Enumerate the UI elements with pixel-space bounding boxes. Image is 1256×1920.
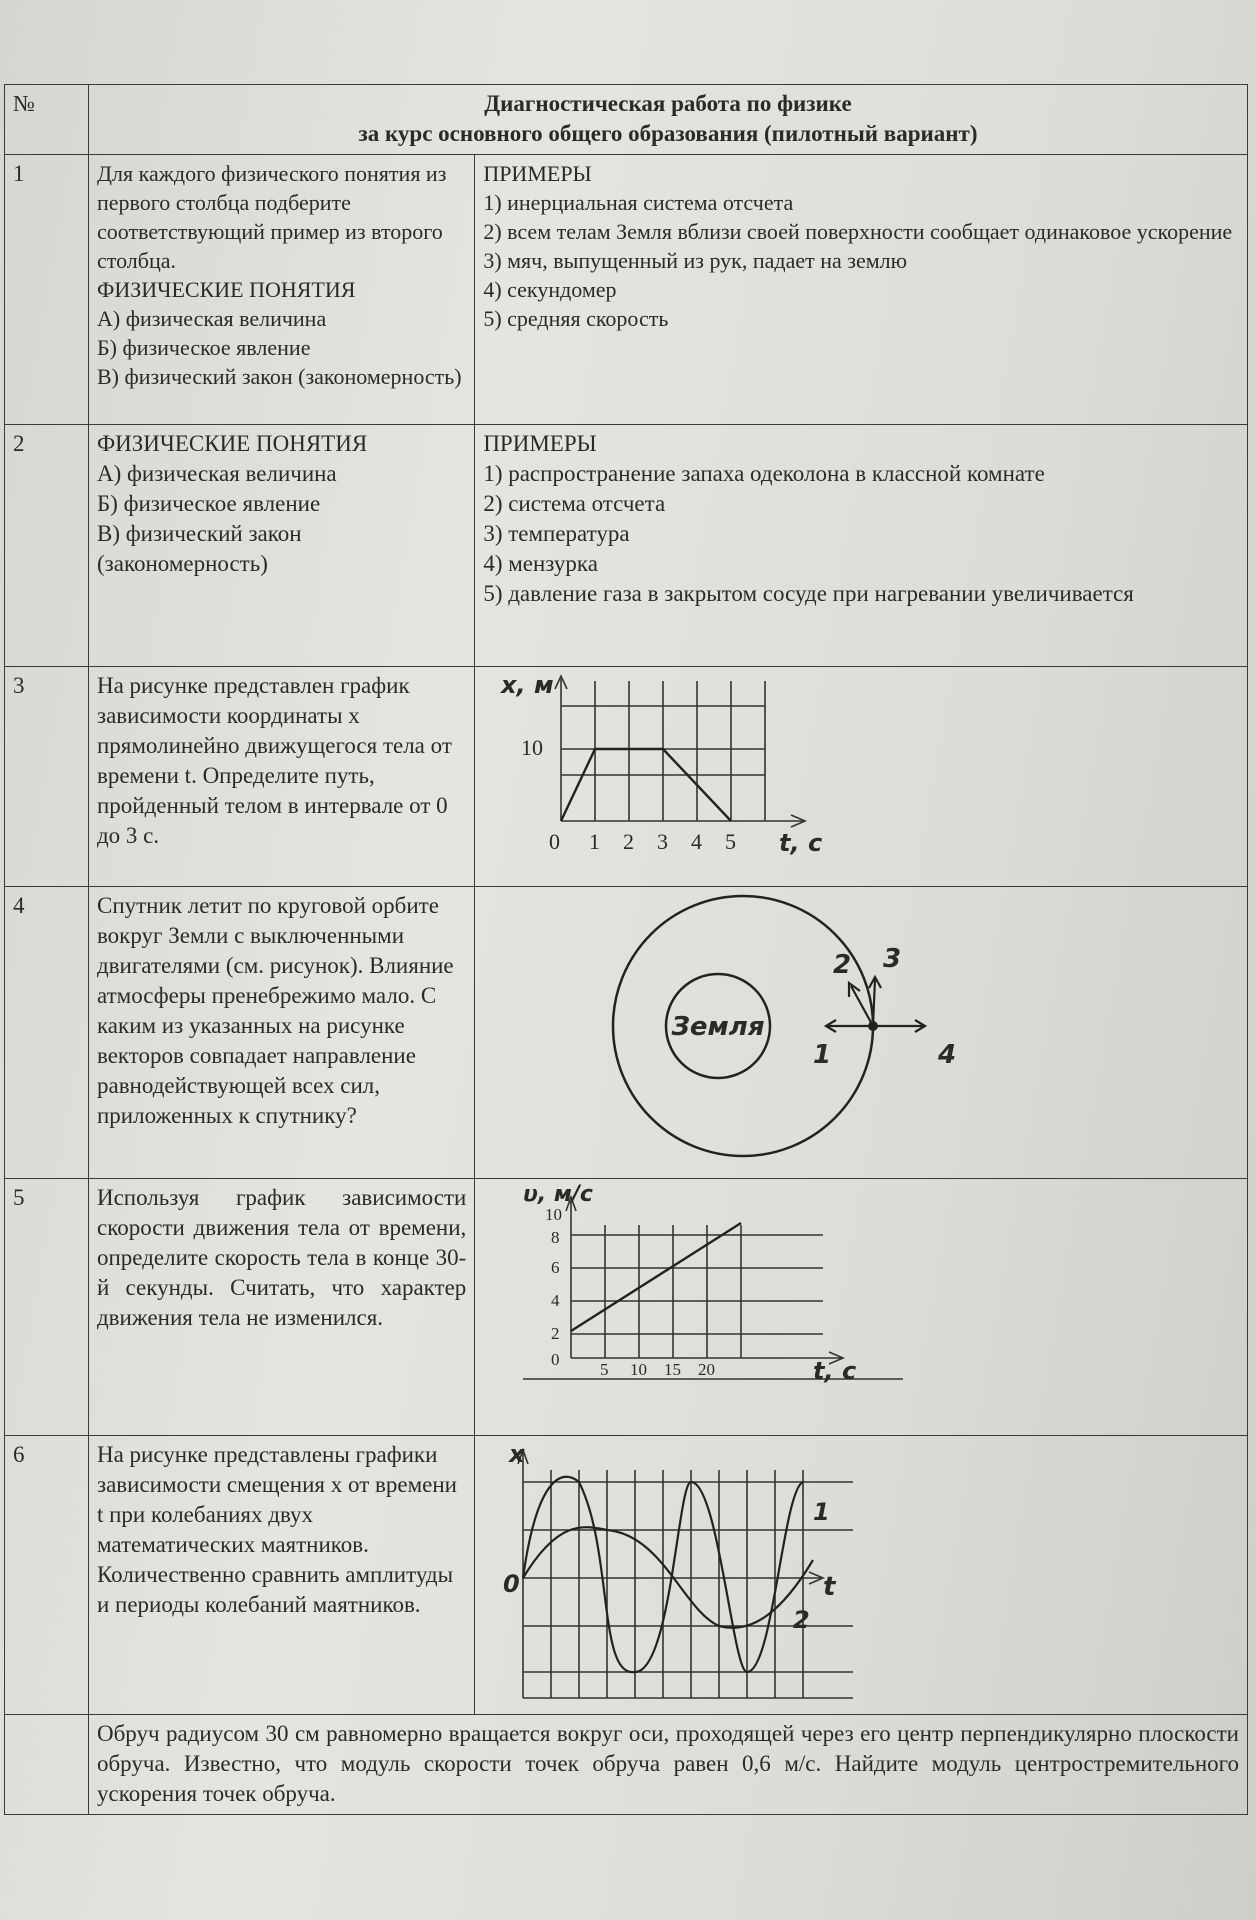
task-4-figure-cell — [475, 887, 1248, 1179]
task-5-text: Используя график зависимости скорости движения тела от времени, определите скорость тела в конце 30-й секунды. Считать, что характер движения тела не изменился. — [88, 1179, 474, 1436]
origin-label: 0 — [503, 1570, 521, 1598]
example-2: 2) всем телам Земля вблизи своей поверхности сообщает одинаковое ускорение — [483, 219, 1233, 244]
y-tick-label: 4 — [551, 1291, 560, 1310]
x-tick-label: 4 — [691, 829, 703, 854]
title-line-1: Диагностическая работа по физике — [484, 91, 852, 116]
task-number — [5, 1715, 89, 1815]
satellite-orbit-figure — [483, 891, 1043, 1161]
task-1-examples — [475, 155, 1248, 425]
y-axis-label: x — [509, 1440, 525, 1468]
task-7-text: Обруч радиусом 30 см равномерно вращается вокруг оси, проходящей через его центр перпендикулярно плоскости обруча. Известно, что модуль скорости точек обруча равен 0,6 м/с. Найдите модуль центростремительного ускорения точек обруча. — [88, 1715, 1247, 1815]
x-tick-label: 0 — [549, 829, 561, 854]
task-1-text: Для каждого физического понятия из первого столбца подберите соответствующий пример из второго столбца. — [96, 161, 447, 273]
curve-1-label: 1 — [813, 1498, 831, 1526]
x-tick-label: 1 — [589, 829, 601, 854]
y-tick-label: 8 — [551, 1228, 560, 1247]
y-axis-label: υ, м/с — [523, 1183, 594, 1207]
curve-2-label: 2 — [793, 1606, 811, 1634]
task-5-graph-cell — [475, 1179, 1248, 1436]
task-number: 5 — [5, 1179, 89, 1436]
concepts-heading: ФИЗИЧЕСКИЕ ПОНЯТИЯ — [96, 431, 368, 456]
task-table — [4, 84, 1248, 1815]
y-tick-label: 0 — [551, 1350, 560, 1369]
example-3: 3) температура — [483, 521, 630, 546]
task-6-graph-cell — [475, 1436, 1248, 1715]
task-row-3 — [5, 667, 1248, 887]
coordinate-line — [561, 749, 731, 821]
coordinate-series — [561, 749, 731, 821]
example-5: 5) средняя скорость — [483, 306, 669, 331]
vector-4-label: 4 — [938, 1040, 957, 1070]
x-axis-label: t, c — [813, 1357, 857, 1385]
vector-3-arrow — [873, 979, 875, 1026]
x-axis-label: t, с — [779, 829, 823, 857]
task-3-graph-cell — [475, 667, 1248, 887]
task-number: 2 — [5, 425, 89, 667]
example-4: 4) секундомер — [483, 277, 617, 302]
x-tick-label: 15 — [664, 1360, 682, 1379]
task-row-1 — [5, 155, 1248, 425]
concepts-heading: ФИЗИЧЕСКИЕ ПОНЯТИЯ — [96, 277, 356, 302]
example-1: 1) распространение запаха одеколона в классной комнате — [483, 461, 1045, 486]
x-axis-label: t — [823, 1572, 836, 1602]
vector-3-label: 3 — [883, 944, 902, 974]
y-tick-label: 2 — [551, 1324, 560, 1343]
vector-2-label: 2 — [833, 950, 852, 980]
task-2-examples — [475, 425, 1248, 667]
task-row-2 — [5, 425, 1248, 667]
x-tick-label: 5 — [600, 1360, 609, 1379]
x-tick-label: 2 — [623, 829, 635, 854]
velocity-time-graph — [483, 1183, 903, 1423]
concept-a: А) физическая величина — [96, 306, 327, 331]
task-number: 4 — [5, 887, 89, 1179]
title-line-2: за курс основного общего образования (пилотный вариант) — [358, 121, 978, 146]
concept-b: Б) физическое явление — [96, 335, 311, 360]
concept-c: В) физический закон (закономерность) — [96, 364, 462, 389]
task-3-text: На рисунке представлен график зависимости координаты x прямолинейно движущегося тела от времени t. Определите путь, пройденный телом в интервале от 0 до 3 с. — [88, 667, 474, 887]
task-4-text: Спутник летит по круговой орбите вокруг Земли с выключенными двигателями (см. рисунок). Влияние атмосферы пренебрежимо мало. С каким из указанных на рисунке векторов совпадает направление равнодействующей всех сил, приложенных к спутнику? — [88, 887, 474, 1179]
task-number: 1 — [5, 155, 89, 425]
coordinate-time-graph — [483, 671, 863, 871]
velocity-series — [571, 1223, 741, 1331]
x-tick-label: 20 — [698, 1360, 716, 1379]
vector-1-label: 1 — [813, 1040, 832, 1070]
earth-label: Земля — [671, 1012, 765, 1042]
task-row-7 — [5, 1715, 1248, 1815]
task-number: 3 — [5, 667, 89, 887]
concept-b: Б) физическое явление — [96, 491, 321, 516]
number-column-header: № — [5, 85, 89, 155]
x-tick-label: 5 — [725, 829, 737, 854]
y-axis-label: x, м — [501, 671, 554, 699]
velocity-line — [571, 1223, 741, 1331]
example-4: 4) мензурка — [483, 551, 598, 576]
task-1-question — [88, 155, 474, 425]
page-title — [88, 85, 1247, 155]
task-2-concepts — [88, 425, 474, 667]
examples-heading: ПРИМЕРЫ — [483, 431, 597, 456]
examples-heading: ПРИМЕРЫ — [483, 161, 592, 186]
task-row-4 — [5, 887, 1248, 1179]
example-3: 3) мяч, выпущенный из рук, падает на землю — [483, 248, 908, 273]
concept-a: А) физическая величина — [96, 461, 337, 486]
task-row-6 — [5, 1436, 1248, 1715]
task-number: 6 — [5, 1436, 89, 1715]
table-header-row — [5, 85, 1248, 155]
x-tick-label: 3 — [657, 829, 669, 854]
example-2: 2) система отсчета — [483, 491, 666, 516]
y-tick-label: 10 — [545, 1205, 563, 1224]
task-6-text: На рисунке представлены графики зависимости смещения x от времени t при колебаниях двух математических маятников. Количественно сравнить амплитуды и периоды колебаний маятников. — [88, 1436, 474, 1715]
example-1: 1) инерциальная система отсчета — [483, 190, 794, 215]
y-tick-label: 6 — [551, 1258, 560, 1277]
task-row-5 — [5, 1179, 1248, 1436]
example-5: 5) давление газа в закрытом сосуде при нагревании увеличивается — [483, 581, 1134, 606]
oscillation-graph — [483, 1440, 883, 1702]
x-tick-label: 10 — [630, 1360, 648, 1379]
y-tick-label: 10 — [521, 735, 544, 760]
concept-c: В) физический закон (закономерность) — [96, 521, 302, 576]
